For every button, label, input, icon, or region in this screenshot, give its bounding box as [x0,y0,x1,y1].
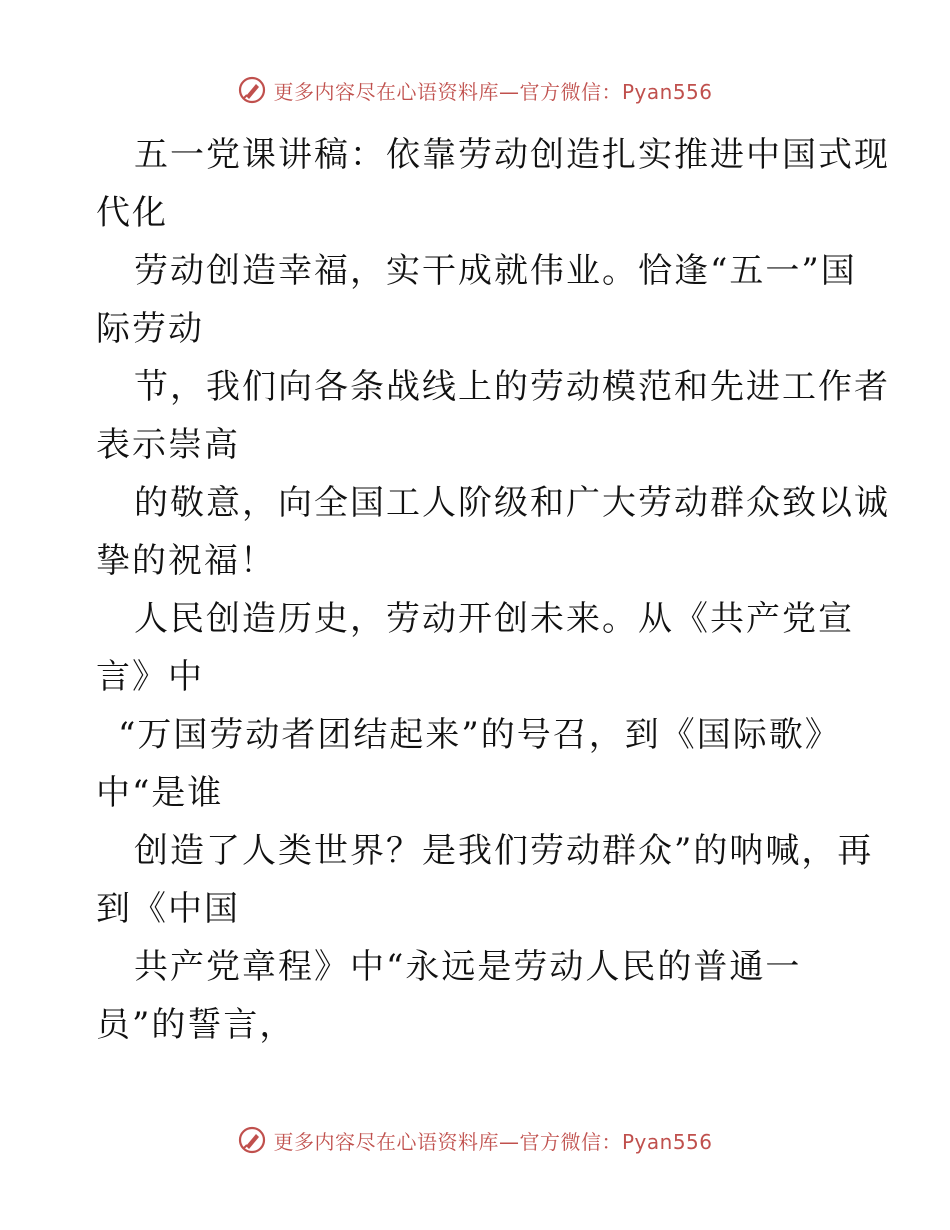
paragraph-line: 挚的祝福！ [96,541,276,581]
paragraph-line: 中“是谁 [96,773,224,813]
document-body [96,126,890,1054]
footer-banner-text: 更多内容尽在心语资料库—官方微信：Pyan556 [273,1129,713,1154]
paragraph-line: 人民创造历史，劳动开创未来。从《共产党宣 [134,599,854,639]
paragraph-line: 表示崇高 [96,425,240,465]
paragraph-line: “万国劳动者团结起来”的号召，到《国际歌》 [118,715,841,755]
paragraph-line: 共产党章程》中“永远是劳动人民的普通一 [134,947,802,987]
paragraph-line: 际劳动 [96,309,204,349]
pen-logo-icon [237,75,267,105]
paragraph-line: 到《中国 [96,889,240,929]
paragraph-line: 创造了人类世界？是我们劳动群众”的呐喊，再 [134,831,874,871]
paragraph-line: 员”的誓言， [96,1005,296,1045]
paragraph-line: 言》中 [96,657,204,697]
paragraph-line: 劳动创造幸福，实干成就伟业。恰逢“五一”国 [134,251,857,291]
header-banner [0,70,950,110]
header-banner-text: 更多内容尽在心语资料库—官方微信：Pyan556 [273,79,713,104]
title-line-2: 代化 [96,193,168,233]
pen-logo-icon [237,1125,267,1155]
paragraph-line: 节，我们向各条战线上的劳动模范和先进工作者 [134,367,890,407]
paragraph-line: 的敬意，向全国工人阶级和广大劳动群众致以诚 [134,483,890,523]
title-line-1: 五一党课讲稿：依靠劳动创造扎实推进中国式现 [134,135,890,175]
footer-banner [0,1120,950,1160]
